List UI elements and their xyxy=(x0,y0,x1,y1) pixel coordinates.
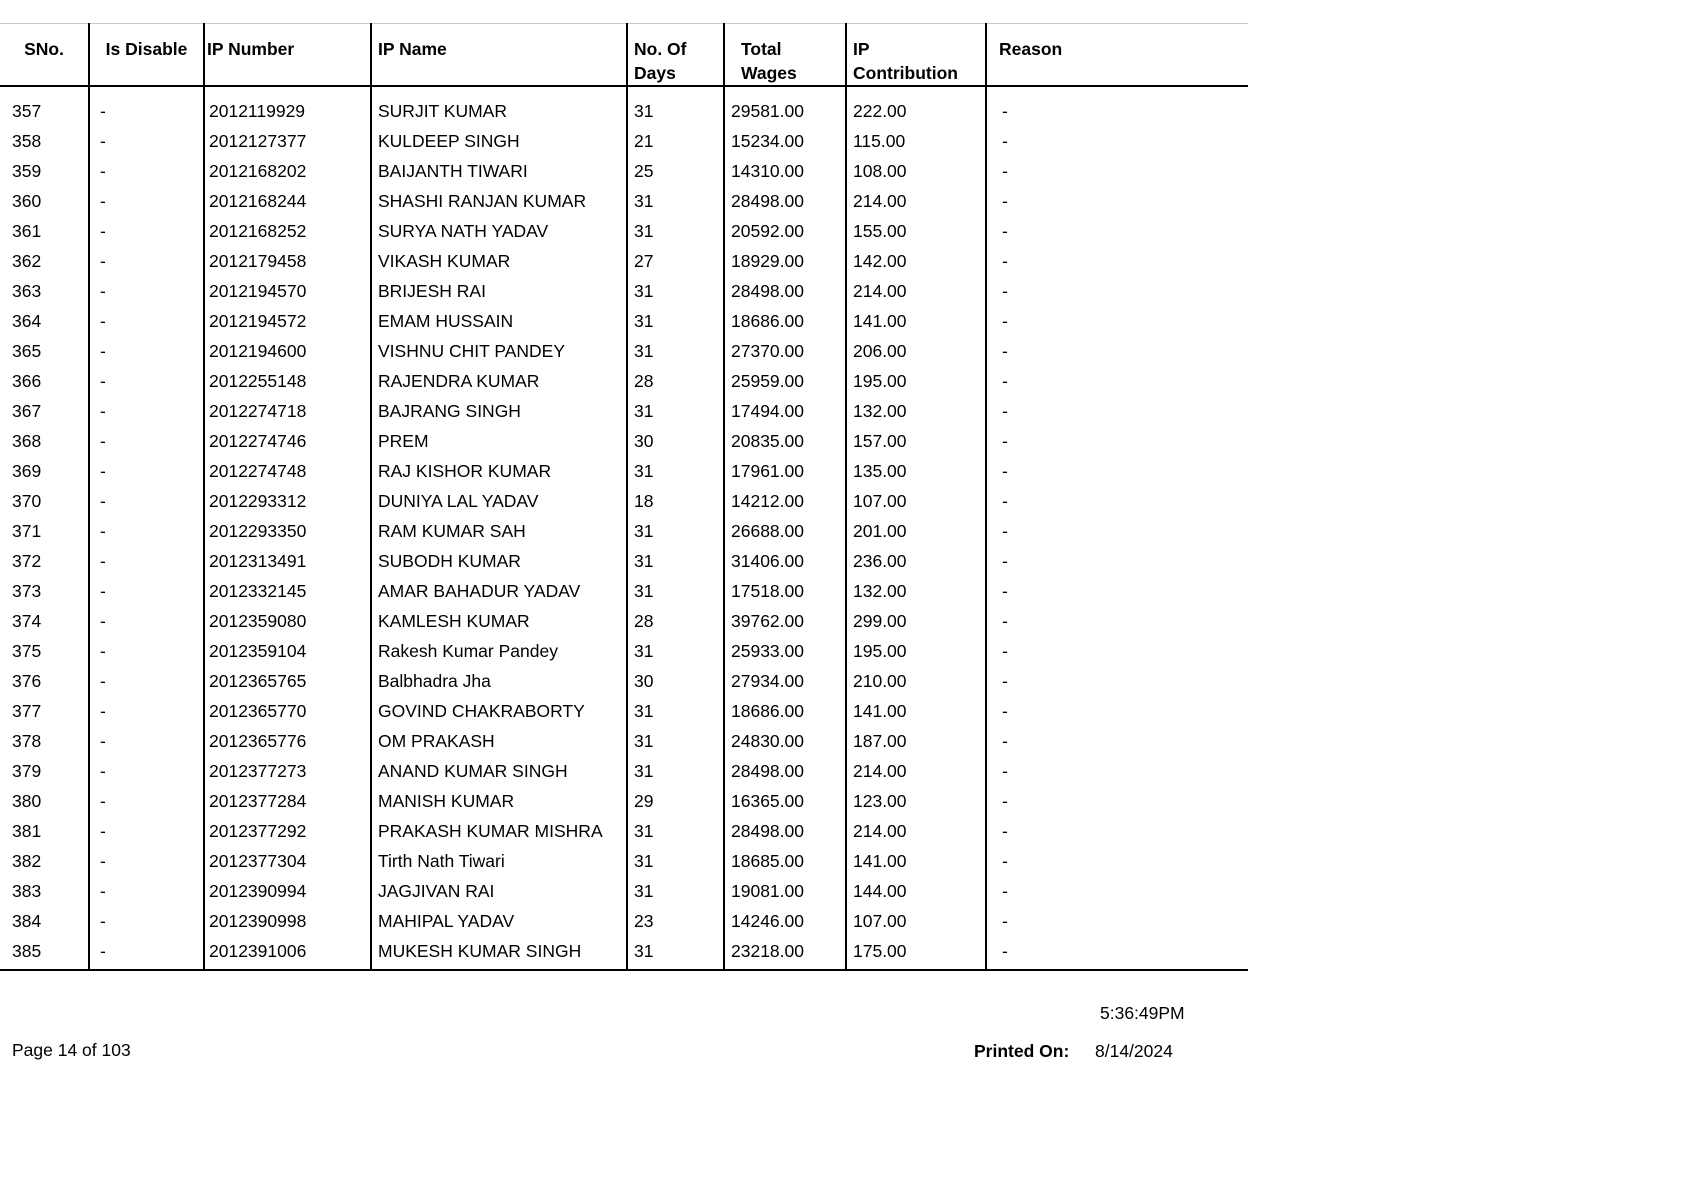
cell-total-wages: 27934.00 xyxy=(724,670,846,700)
cell-ip-number: 2012390998 xyxy=(204,910,371,940)
table-row xyxy=(0,850,1248,880)
cell-reason: - xyxy=(1002,851,1008,871)
header-contribution-line2: Contribution xyxy=(853,63,958,83)
cell-ip-name: JAGJIVAN RAI xyxy=(371,880,627,910)
cell-ip-name: OM PRAKASH xyxy=(371,730,627,760)
cell-is-disable: - xyxy=(89,610,204,640)
cell-reason: - xyxy=(1002,401,1008,421)
cell-ip-name: SUBODH KUMAR xyxy=(371,550,627,580)
cell-total-wages: 17494.00 xyxy=(724,400,846,430)
cell-ip-name: Balbhadra Jha xyxy=(371,670,627,700)
cell-reason: - xyxy=(1002,881,1008,901)
cell-reason: - xyxy=(1002,281,1008,301)
cell-total-wages: 18685.00 xyxy=(724,850,846,880)
header-is-disable xyxy=(89,24,204,87)
cell-is-disable: - xyxy=(89,880,204,910)
cell-total-wages: 31406.00 xyxy=(724,550,846,580)
header-days-line1: No. Of xyxy=(634,39,687,59)
cell-ip-number: 2012313491 xyxy=(204,550,371,580)
cell-ip-number: 2012391006 xyxy=(204,940,371,970)
printed-on-date: 8/14/2024 xyxy=(1095,1041,1173,1061)
cell-is-disable: - xyxy=(89,850,204,880)
print-time: 5:36:49PM xyxy=(1100,1003,1185,1023)
cell-ip-name: VISHNU CHIT PANDEY xyxy=(371,340,627,370)
table-row xyxy=(0,520,1248,550)
cell-ip-number: 2012179458 xyxy=(204,250,371,280)
cell-total-wages: 17961.00 xyxy=(724,460,846,490)
cell-total-wages: 20592.00 xyxy=(724,220,846,250)
cell-ip-name: RAM KUMAR SAH xyxy=(371,520,627,550)
cell-sno: 385 xyxy=(0,940,89,970)
cell-sno: 362 xyxy=(0,250,89,280)
cell-reason: - xyxy=(1002,341,1008,361)
cell-is-disable: - xyxy=(89,790,204,820)
table-spacer-row xyxy=(0,86,1248,100)
cell-reason: - xyxy=(1002,251,1008,271)
cell-ip-contribution: 141.00 xyxy=(846,700,986,730)
cell-days: 21 xyxy=(627,130,724,160)
cell-is-disable: - xyxy=(89,160,204,190)
cell-ip-name: EMAM HUSSAIN xyxy=(371,310,627,340)
table-row xyxy=(0,280,1248,310)
cell-days: 28 xyxy=(627,610,724,640)
cell-reason: - xyxy=(1002,191,1008,211)
cell-ip-number: 2012377273 xyxy=(204,760,371,790)
cell-is-disable: - xyxy=(89,490,204,520)
cell-days: 31 xyxy=(627,850,724,880)
header-row xyxy=(0,24,1248,87)
cell-is-disable: - xyxy=(89,580,204,610)
cell-ip-number: 2012119929 xyxy=(204,100,371,130)
cell-reason: - xyxy=(1002,821,1008,841)
cell-days: 31 xyxy=(627,310,724,340)
header-sno-label: SNo. xyxy=(24,39,64,59)
table-row xyxy=(0,760,1248,790)
cell-ip-contribution: 214.00 xyxy=(846,820,986,850)
cell-ip-contribution: 222.00 xyxy=(846,100,986,130)
page-number: Page 14 of 103 xyxy=(12,1040,131,1060)
cell-is-disable: - xyxy=(89,670,204,700)
cell-ip-contribution: 135.00 xyxy=(846,460,986,490)
cell-is-disable: - xyxy=(89,130,204,160)
cell-ip-contribution: 123.00 xyxy=(846,790,986,820)
table-body xyxy=(0,86,1248,970)
cell-is-disable: - xyxy=(89,280,204,310)
cell-ip-number: 2012359080 xyxy=(204,610,371,640)
table-row xyxy=(0,700,1248,730)
cell-total-wages: 24830.00 xyxy=(724,730,846,760)
table-row xyxy=(0,940,1248,970)
cell-ip-number: 2012274746 xyxy=(204,430,371,460)
cell-ip-number: 2012168244 xyxy=(204,190,371,220)
cell-is-disable: - xyxy=(89,310,204,340)
cell-sno: 369 xyxy=(0,460,89,490)
cell-reason: - xyxy=(1002,581,1008,601)
cell-ip-contribution: 142.00 xyxy=(846,250,986,280)
header-reason-label: Reason xyxy=(999,39,1063,59)
cell-is-disable: - xyxy=(89,820,204,850)
cell-reason: - xyxy=(1002,311,1008,331)
cell-ip-number: 2012377284 xyxy=(204,790,371,820)
cell-ip-name: SURYA NATH YADAV xyxy=(371,220,627,250)
cell-ip-number: 2012168252 xyxy=(204,220,371,250)
cell-sno: 384 xyxy=(0,910,89,940)
cell-reason: - xyxy=(1002,491,1008,511)
cell-ip-contribution: 132.00 xyxy=(846,400,986,430)
cell-ip-contribution: 108.00 xyxy=(846,160,986,190)
table-row xyxy=(0,130,1248,160)
cell-total-wages: 15234.00 xyxy=(724,130,846,160)
cell-total-wages: 29581.00 xyxy=(724,100,846,130)
cell-ip-contribution: 214.00 xyxy=(846,280,986,310)
cell-reason: - xyxy=(1002,461,1008,481)
table-row xyxy=(0,400,1248,430)
table-row xyxy=(0,580,1248,610)
cell-ip-contribution: 236.00 xyxy=(846,550,986,580)
cell-is-disable: - xyxy=(89,100,204,130)
cell-reason: - xyxy=(1002,701,1008,721)
table-row xyxy=(0,910,1248,940)
cell-ip-name: KULDEEP SINGH xyxy=(371,130,627,160)
header-ip-name-label: IP Name xyxy=(378,39,447,59)
table-row xyxy=(0,670,1248,700)
header-days-line2: Days xyxy=(634,63,676,83)
cell-reason: - xyxy=(1002,611,1008,631)
cell-total-wages: 25959.00 xyxy=(724,370,846,400)
cell-days: 31 xyxy=(627,280,724,310)
table-row xyxy=(0,640,1248,670)
cell-ip-name: AMAR BAHADUR YADAV xyxy=(371,580,627,610)
cell-sno: 367 xyxy=(0,400,89,430)
cell-total-wages: 20835.00 xyxy=(724,430,846,460)
cell-ip-number: 2012390994 xyxy=(204,880,371,910)
cell-ip-contribution: 107.00 xyxy=(846,910,986,940)
table-row xyxy=(0,880,1248,910)
cell-reason: - xyxy=(1002,221,1008,241)
table-row xyxy=(0,490,1248,520)
cell-ip-contribution: 157.00 xyxy=(846,430,986,460)
cell-ip-name: BAIJANTH TIWARI xyxy=(371,160,627,190)
cell-reason: - xyxy=(1002,761,1008,781)
cell-sno: 372 xyxy=(0,550,89,580)
table-row xyxy=(0,160,1248,190)
cell-sno: 381 xyxy=(0,820,89,850)
cell-total-wages: 28498.00 xyxy=(724,280,846,310)
cell-ip-name: Tirth Nath Tiwari xyxy=(371,850,627,880)
cell-days: 31 xyxy=(627,940,724,970)
cell-ip-number: 2012194600 xyxy=(204,340,371,370)
cell-days: 31 xyxy=(627,880,724,910)
cell-days: 31 xyxy=(627,700,724,730)
cell-sno: 370 xyxy=(0,490,89,520)
cell-is-disable: - xyxy=(89,250,204,280)
cell-ip-name: RAJENDRA KUMAR xyxy=(371,370,627,400)
cell-ip-number: 2012194570 xyxy=(204,280,371,310)
cell-is-disable: - xyxy=(89,340,204,370)
cell-reason: - xyxy=(1002,551,1008,571)
cell-sno: 357 xyxy=(0,100,89,130)
cell-sno: 371 xyxy=(0,520,89,550)
cell-ip-number: 2012274718 xyxy=(204,400,371,430)
cell-is-disable: - xyxy=(89,700,204,730)
cell-reason: - xyxy=(1002,791,1008,811)
cell-sno: 364 xyxy=(0,310,89,340)
cell-ip-number: 2012293350 xyxy=(204,520,371,550)
table-row xyxy=(0,370,1248,400)
cell-is-disable: - xyxy=(89,640,204,670)
cell-reason: - xyxy=(1002,521,1008,541)
cell-total-wages: 18929.00 xyxy=(724,250,846,280)
cell-days: 31 xyxy=(627,190,724,220)
cell-sno: 373 xyxy=(0,580,89,610)
header-is-disable-label: Is Disable xyxy=(105,39,188,59)
cell-total-wages: 18686.00 xyxy=(724,310,846,340)
report-sheet xyxy=(0,23,1248,971)
cell-ip-number: 2012255148 xyxy=(204,370,371,400)
cell-sno: 361 xyxy=(0,220,89,250)
contribution-table xyxy=(0,23,1248,971)
cell-ip-contribution: 195.00 xyxy=(846,370,986,400)
cell-is-disable: - xyxy=(89,730,204,760)
cell-days: 31 xyxy=(627,100,724,130)
cell-sno: 378 xyxy=(0,730,89,760)
cell-ip-number: 2012168202 xyxy=(204,160,371,190)
header-reason xyxy=(986,24,1248,87)
cell-ip-name: BAJRANG SINGH xyxy=(371,400,627,430)
cell-days: 18 xyxy=(627,490,724,520)
table-row xyxy=(0,190,1248,220)
cell-ip-contribution: 214.00 xyxy=(846,190,986,220)
cell-ip-contribution: 210.00 xyxy=(846,670,986,700)
table-row xyxy=(0,460,1248,490)
cell-ip-number: 2012293312 xyxy=(204,490,371,520)
cell-days: 31 xyxy=(627,400,724,430)
cell-ip-name: MANISH KUMAR xyxy=(371,790,627,820)
cell-ip-number: 2012365770 xyxy=(204,700,371,730)
cell-sno: 382 xyxy=(0,850,89,880)
cell-ip-number: 2012194572 xyxy=(204,310,371,340)
cell-ip-number: 2012274748 xyxy=(204,460,371,490)
header-wages-line2: Wages xyxy=(741,63,797,83)
cell-ip-number: 2012365776 xyxy=(204,730,371,760)
cell-reason: - xyxy=(1002,671,1008,691)
cell-ip-number: 2012365765 xyxy=(204,670,371,700)
cell-ip-contribution: 187.00 xyxy=(846,730,986,760)
cell-ip-contribution: 141.00 xyxy=(846,310,986,340)
cell-is-disable: - xyxy=(89,520,204,550)
cell-reason: - xyxy=(1002,431,1008,451)
cell-ip-contribution: 201.00 xyxy=(846,520,986,550)
cell-days: 31 xyxy=(627,580,724,610)
cell-total-wages: 25933.00 xyxy=(724,640,846,670)
header-contribution-line1: IP xyxy=(853,39,870,59)
cell-total-wages: 14310.00 xyxy=(724,160,846,190)
cell-ip-number: 2012377304 xyxy=(204,850,371,880)
table-header xyxy=(0,24,1248,87)
cell-is-disable: - xyxy=(89,460,204,490)
cell-reason: - xyxy=(1002,371,1008,391)
cell-days: 31 xyxy=(627,730,724,760)
cell-days: 31 xyxy=(627,220,724,250)
table-row xyxy=(0,250,1248,280)
cell-days: 31 xyxy=(627,820,724,850)
cell-sno: 380 xyxy=(0,790,89,820)
table-row xyxy=(0,340,1248,370)
header-wages xyxy=(724,24,846,87)
header-ip-number-label: IP Number xyxy=(207,39,295,59)
cell-days: 31 xyxy=(627,550,724,580)
table-row xyxy=(0,790,1248,820)
table-row xyxy=(0,100,1248,130)
table-row xyxy=(0,610,1248,640)
cell-sno: 374 xyxy=(0,610,89,640)
cell-sno: 366 xyxy=(0,370,89,400)
cell-sno: 360 xyxy=(0,190,89,220)
cell-reason: - xyxy=(1002,731,1008,751)
cell-days: 23 xyxy=(627,910,724,940)
cell-ip-name: PREM xyxy=(371,430,627,460)
cell-days: 29 xyxy=(627,790,724,820)
cell-total-wages: 27370.00 xyxy=(724,340,846,370)
header-wages-line1: Total xyxy=(741,39,782,59)
header-ip-number xyxy=(204,24,371,87)
cell-total-wages: 17518.00 xyxy=(724,580,846,610)
cell-ip-number: 2012377292 xyxy=(204,820,371,850)
cell-ip-name: MUKESH KUMAR SINGH xyxy=(371,940,627,970)
cell-reason: - xyxy=(1002,911,1008,931)
cell-sno: 383 xyxy=(0,880,89,910)
cell-ip-name: VIKASH KUMAR xyxy=(371,250,627,280)
cell-days: 27 xyxy=(627,250,724,280)
cell-ip-name: KAMLESH KUMAR xyxy=(371,610,627,640)
table-row xyxy=(0,550,1248,580)
cell-days: 30 xyxy=(627,670,724,700)
cell-total-wages: 18686.00 xyxy=(724,700,846,730)
cell-total-wages: 39762.00 xyxy=(724,610,846,640)
cell-ip-name: DUNIYA LAL YADAV xyxy=(371,490,627,520)
cell-reason: - xyxy=(1002,161,1008,181)
cell-ip-number: 2012359104 xyxy=(204,640,371,670)
cell-ip-contribution: 141.00 xyxy=(846,850,986,880)
cell-ip-name: SURJIT KUMAR xyxy=(371,100,627,130)
cell-ip-name: PRAKASH KUMAR MISHRA xyxy=(371,820,627,850)
printed-on-label: Printed On: xyxy=(974,1041,1070,1061)
cell-days: 31 xyxy=(627,760,724,790)
cell-sno: 376 xyxy=(0,670,89,700)
table-row xyxy=(0,220,1248,250)
cell-days: 31 xyxy=(627,640,724,670)
cell-ip-number: 2012332145 xyxy=(204,580,371,610)
cell-is-disable: - xyxy=(89,760,204,790)
cell-reason: - xyxy=(1002,131,1008,151)
cell-ip-contribution: 144.00 xyxy=(846,880,986,910)
cell-days: 31 xyxy=(627,340,724,370)
cell-ip-name: ANAND KUMAR SINGH xyxy=(371,760,627,790)
cell-ip-contribution: 175.00 xyxy=(846,940,986,970)
cell-reason: - xyxy=(1002,641,1008,661)
cell-total-wages: 28498.00 xyxy=(724,190,846,220)
cell-is-disable: - xyxy=(89,910,204,940)
cell-is-disable: - xyxy=(89,220,204,250)
cell-sno: 379 xyxy=(0,760,89,790)
cell-total-wages: 28498.00 xyxy=(724,820,846,850)
cell-total-wages: 14212.00 xyxy=(724,490,846,520)
cell-is-disable: - xyxy=(89,550,204,580)
cell-total-wages: 26688.00 xyxy=(724,520,846,550)
cell-ip-name: MAHIPAL YADAV xyxy=(371,910,627,940)
cell-total-wages: 23218.00 xyxy=(724,940,846,970)
cell-ip-name: BRIJESH RAI xyxy=(371,280,627,310)
cell-days: 31 xyxy=(627,460,724,490)
cell-total-wages: 19081.00 xyxy=(724,880,846,910)
cell-ip-name: GOVIND CHAKRABORTY xyxy=(371,700,627,730)
cell-is-disable: - xyxy=(89,190,204,220)
cell-ip-name: Rakesh Kumar Pandey xyxy=(371,640,627,670)
cell-total-wages: 28498.00 xyxy=(724,760,846,790)
cell-total-wages: 16365.00 xyxy=(724,790,846,820)
table-row xyxy=(0,820,1248,850)
header-sno xyxy=(0,24,89,87)
cell-ip-name: SHASHI RANJAN KUMAR xyxy=(371,190,627,220)
cell-is-disable: - xyxy=(89,430,204,460)
cell-sno: 358 xyxy=(0,130,89,160)
cell-ip-contribution: 107.00 xyxy=(846,490,986,520)
cell-reason: - xyxy=(986,940,1248,970)
cell-sno: 368 xyxy=(0,430,89,460)
cell-is-disable: - xyxy=(89,370,204,400)
cell-days: 28 xyxy=(627,370,724,400)
cell-ip-name: RAJ KISHOR KUMAR xyxy=(371,460,627,490)
cell-ip-contribution: 195.00 xyxy=(846,640,986,670)
cell-days: 30 xyxy=(627,430,724,460)
cell-ip-contribution: 115.00 xyxy=(846,130,986,160)
cell-ip-contribution: 214.00 xyxy=(846,760,986,790)
cell-is-disable: - xyxy=(89,940,204,970)
cell-days: 31 xyxy=(627,520,724,550)
cell-ip-contribution: 155.00 xyxy=(846,220,986,250)
header-contribution xyxy=(846,24,986,87)
cell-sno: 359 xyxy=(0,160,89,190)
cell-sno: 377 xyxy=(0,700,89,730)
cell-ip-number: 2012127377 xyxy=(204,130,371,160)
table-row xyxy=(0,730,1248,760)
cell-days: 25 xyxy=(627,160,724,190)
cell-total-wages: 14246.00 xyxy=(724,910,846,940)
table-row xyxy=(0,310,1248,340)
cell-ip-contribution: 132.00 xyxy=(846,580,986,610)
cell-sno: 363 xyxy=(0,280,89,310)
cell-ip-contribution: 299.00 xyxy=(846,610,986,640)
cell-sno: 365 xyxy=(0,340,89,370)
header-days xyxy=(627,24,724,87)
cell-sno: 375 xyxy=(0,640,89,670)
cell-is-disable: - xyxy=(89,400,204,430)
cell-ip-contribution: 206.00 xyxy=(846,340,986,370)
table-row xyxy=(0,430,1248,460)
header-ip-name xyxy=(371,24,627,87)
cell-reason: - xyxy=(1002,101,1008,121)
